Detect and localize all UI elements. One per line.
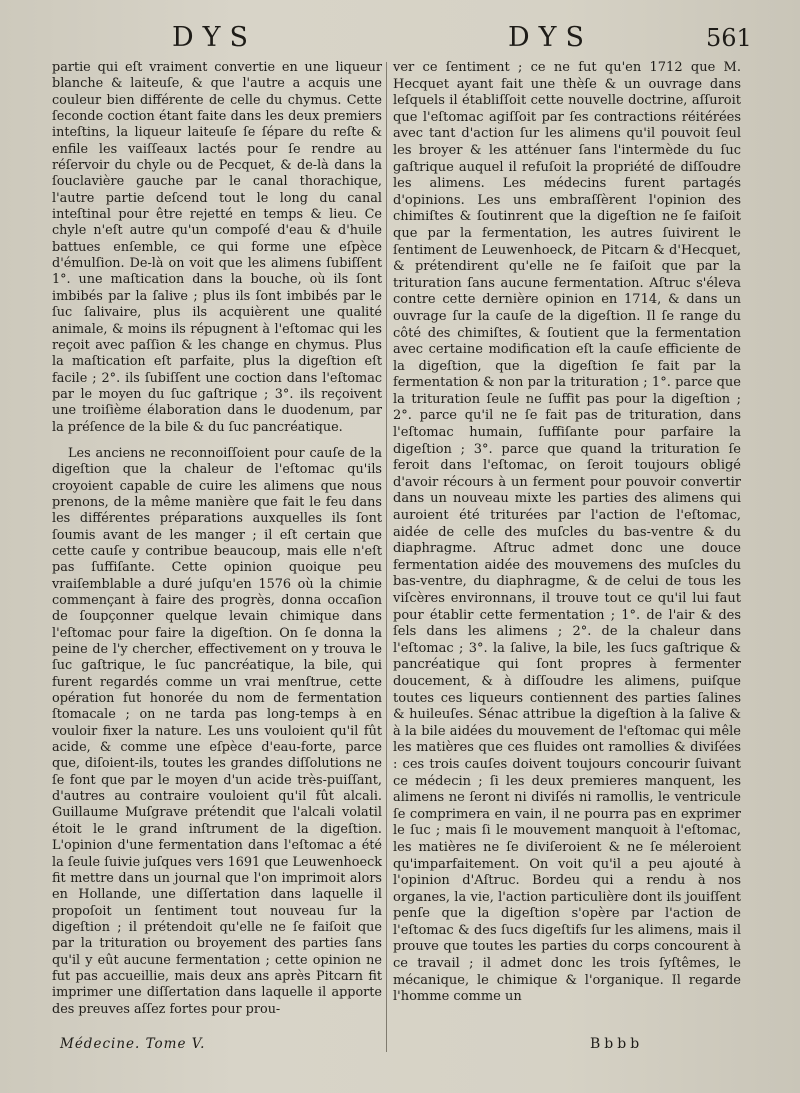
left-column (52, 60, 382, 1028)
footer-signature-note: Médecine. Tome V. (60, 1036, 206, 1052)
footer-signature-mark: Bbbb (590, 1036, 644, 1052)
page-number: 561 (706, 24, 752, 52)
column-divider (386, 62, 387, 1052)
header-left-title: DYS (172, 22, 257, 53)
right-column (393, 60, 741, 1016)
right-paragraph-1: ver ce ſentiment ; ce ne fut qu'en 1712 que M. Hecquet ayant fait une thèſe & un ouvrage dans leſquels il établiſſoit cette nouvelle doctrine, aſſuroit que l'eſtomac agiſſoit par ſes contractions réitérées avec tant d'action ſur les alimens qu'il pouvoit ſeul les broyer & les atténuer ſans l'intermède du ſuc gaſtrique auquel il refuſoit la propriété de diſſoudre les alimens. Les médecins furent partagés d'opinions. Les uns embraſſèrent l'opinion des chimiſtes & ſoutinrent que la digeſtion ne ſe faiſoit que par la fermentation, les autres ſuivirent le ſentiment de Leuwenhoeck, de Pitcarn & d'Hecquet, & prétendirent qu'elle ne ſe faiſoit que par la trituration ſans aucune fermentation. Aſtruc s'éleva contre cette dernière opinion en 1714, & dans un ouvrage ſur la cauſe de la digeſtion. Il ſe range du côté des chimiſtes, & ſoutient que la fermentation avec certaine modification eſt la cauſe efficiente de la digeſtion, que la digeſtion ſe fait par la fermentation & non par la trituration ; 1°. parce que la trituration ſeule ne ſuffit pas pour la digeſtion ; 2°. parce qu'il ne ſe fait pas de trituration, dans l'eſtomac humain, ſuffiſante pour parfaire la digeſtion ; 3°. parce que quand la trituration ſe feroit dans l'eſtomac, on ſeroit toujours obligé d'avoir récours à un ferment pour pouvoir convertir dans un nouveau mixte les parties des alimens qui auroient été triturées par l'action de l'eſtomac, aidée de celle des muſcles du bas-ventre & du diaphragme. Aſtruc admet donc une douce fermentation aidée des mouvemens des muſcles du bas-ventre, du diaphragme, & de celui de tous les viſcères environnans, il trouve tout ce qu'il lui faut pour établir cette fermentation ; 1°. de l'air & des ſels dans les alimens ; 2°. de la chaleur dans l'eſtomac ; 3°. la ſalive, la bile, les ſucs gaſtrique & pancréatique qui ſont propres à fermenter doucement, & à diſſoudre les alimens, puiſque toutes ces liqueurs contiennent des parties ſalines & huileuſes. Sénac attribue la digeſtion à la ſalive & à la bile aidées du mouvement de l'eſtomac qui mêle les matières que ces fluides ont ramollies & diviſées : ces trois cauſes doivent toujours concourir ſuivant ce médecin ; ſi les deux premieres manquent, les alimens ne ſeront ni diviſés ni ramollis, le ventricule ſe comprimera en vain, il ne pourra pas en exprimer le ſuc ; mais ſi le mouvement manquoit à l'eſtomac, les matières ne ſe diviſeroient & ne ſe méleroient qu'imparfaitement. On voit qu'il a peu ajouté à l'opinion d'Aſtruc. Bordeu qui a rendu à nos organes, la vie, l'action particulière dont ils jouiſſent penſe que la digeſtion s'opère par l'action de l'eſtomac & des ſucs digeſtifs ſur les alimens, mais il prouve que toutes les parties du corps concourent à ce travail ; il admet donc les trois ſyſtêmes, le mécanique, le chimique & l'organique. Il regarde l'homme comme un (393, 60, 741, 1005)
header-right-title: DYS (508, 22, 593, 53)
left-paragraph-1: partie qui eſt vraiment convertie en une liqueur blanche & laiteuſe, & que l'autre a acquis une couleur bien différente de celle du chymus. Cette ſeconde coction étant faite dans les deux premiers inteſtins, la liqueur laiteuſe ſe ſépare du reſte & enfile les vaiſſeaux lactés pour ſe rendre au réſervoir du chyle ou de Pecquet, & de-là dans la ſouclavière gauche par le canal thorachique, l'autre partie deſcend tout le long du canal inteſtinal pour être rejetté en temps & lieu. Ce chyle n'eſt autre qu'un compoſé d'eau & d'huile battues enſemble, ce qui forme une eſpèce d'émulſion. De-là on voit que les alimens ſubiſſent 1°. une maſtication dans la bouche, où ils ſont imbibés par la ſalive ; plus ils ſont imbibés par le ſuc ſalivaire, plus ils acquièrent une qualité animale, & moins ils répugnent à l'eſtomac qui les reçoit avec paſſion & les change en chymus. Plus la maſtication eſt parfaite, plus la digeſtion eſt facile ; 2°. ils ſubiſſent une coction dans l'eſtomac par le moyen du ſuc gaſtrique ; 3°. ils reçoivent une troiſième élaboration dans le duodenum, par la préſence de la bile & du ſuc pancréatique. (52, 60, 382, 435)
left-paragraph-2: Les anciens ne reconnoiſſoient pour cauſe de la digeſtion que la chaleur de l'eſtomac qu'ils croyoient capable de cuire les alimens que nous prenons, de la même manière que fait le feu dans les différentes préparations auxquelles ils ſont ſoumis avant de les manger ; il eſt certain que cette cauſe y contribue beaucoup, mais elle n'eſt pas ſuffiſante. Cette opinion quoique peu vraiſemblable a duré juſqu'en 1576 où la chimie commençant à faire des progrès, donna occaſion de ſoupçonner quelque levain chimique dans l'eſtomac pour faire la digeſtion. On ſe donna la peine de l'y chercher, effectivement on y trouva le ſuc gaſtrique, le ſuc pancréatique, la bile, qui furent regardés comme un vrai menſtrue, cette opération fut honorée du nom de fermentation ſtomacale ; on ne tarda pas long-temps à en vouloir fixer la nature. Les uns vouloient qu'il fût acide, & comme une eſpèce d'eau-forte, parce que, diſoient-ils, toutes les grandes diſſolutions ne ſe font que par le moyen d'un acide très-puiſſant, d'autres au contraire vouloient qu'il fût alcali. Guillaume Muſgrave prétendit que l'alcali volatil étoit le le grand inſtrument de la digeſtion. L'opinion d'une fermentation dans l'eſtomac a été la ſeule ſuivie juſques vers 1691 que Leuwenhoeck fit mettre dans un journal que l'on imprimoit alors en Hollande, une diſſertation dans laquelle il propoſoit un ſentiment tout nouveau ſur la digeſtion ; il prétendoit qu'elle ne ſe faiſoit que par la trituration ou broyement des parties ſans qu'il y eût aucune fermentation ; cette opinion ne fut pas accueillie, mais deux ans après Pitcarn fit imprimer une diſſertation dans laquelle il apporte des preuves aſſez fortes pour prou- (52, 445, 382, 1017)
running-header (0, 22, 800, 56)
